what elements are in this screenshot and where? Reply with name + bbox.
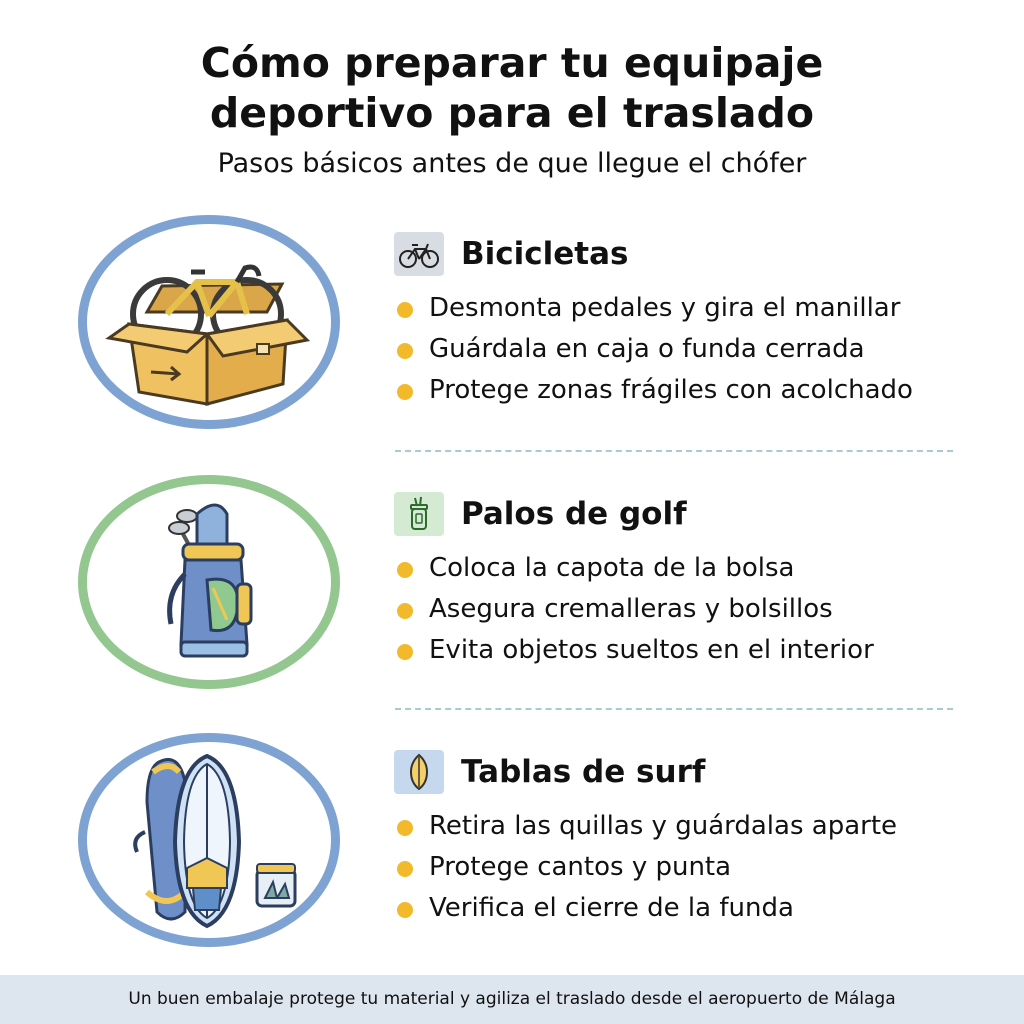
title-line-2: deportivo para el traslado xyxy=(209,89,815,137)
page-subtitle: Pasos básicos antes de que llegue el chófer xyxy=(217,148,807,179)
surfboard-icon xyxy=(394,750,444,794)
bullet-dot xyxy=(397,902,413,918)
bullet-dot xyxy=(397,820,413,836)
section-divider xyxy=(395,708,953,710)
surfboard-and-bag-illustration xyxy=(78,733,340,947)
page-title xyxy=(0,38,1024,138)
section-surf: Tablas de surf Retira las quillas y guárdalas aparte Protege cantos y punta Verifica el cierre de la funda xyxy=(0,733,1024,963)
bullet-dot xyxy=(397,384,413,400)
bullet-dot xyxy=(397,302,413,318)
golf-bag-illustration xyxy=(78,475,340,689)
section-divider xyxy=(395,450,953,452)
bullet-dot xyxy=(397,861,413,877)
bicycle-icon xyxy=(394,232,444,276)
golf-bag-icon xyxy=(394,492,444,536)
section-bicycles: Bicicletas Desmonta pedales y gira el manillar Guárdala en caja o funda cerrada Protege zonas frágiles con acolchado xyxy=(0,215,1024,445)
section-title-surf: Tablas de surf xyxy=(461,754,706,790)
section-title-bicycles: Bicicletas xyxy=(461,236,629,272)
bullet-dot xyxy=(397,562,413,578)
footer-banner xyxy=(0,975,1024,1024)
bullet-dot xyxy=(397,343,413,359)
title-line-1: Cómo preparar tu equipaje xyxy=(200,39,824,87)
bullet-dot xyxy=(397,644,413,660)
section-title-golf: Palos de golf xyxy=(461,496,687,532)
bullet-dot xyxy=(397,603,413,619)
footer-text: Un buen embalaje protege tu material y agiliza el traslado desde el aeropuerto de Málaga xyxy=(128,989,896,1009)
bike-in-box-illustration xyxy=(78,215,340,429)
section-golf: Palos de golf Coloca la capota de la bolsa Asegura cremalleras y bolsillos Evita objetos sueltos en el interior xyxy=(0,475,1024,705)
